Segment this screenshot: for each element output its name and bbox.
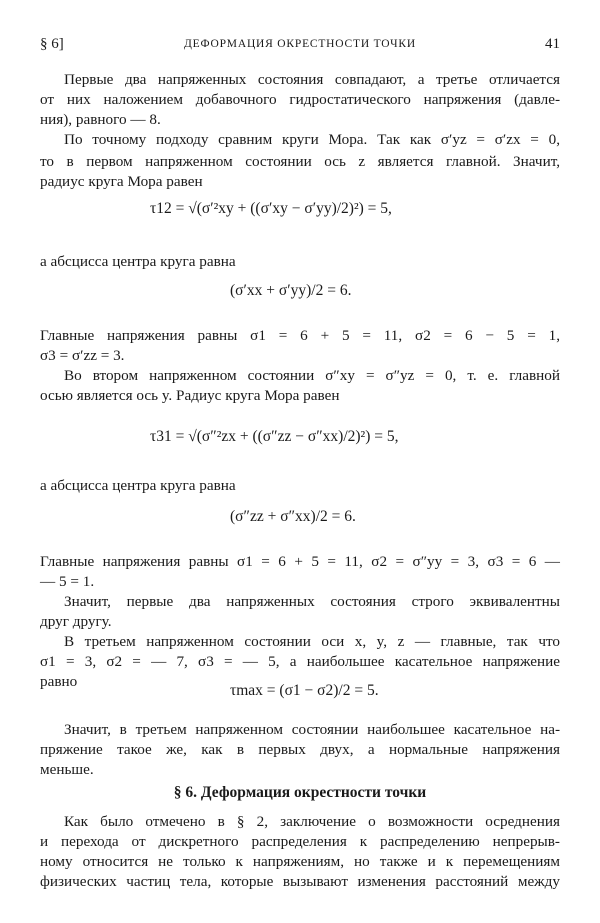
text-line: от них наложением добавочного гидростатического напряжения (давле- xyxy=(40,91,560,108)
text-line: и перехода от дискретного распределения к распределению непрерыв- xyxy=(40,833,560,850)
text-line: По точному подходу сравним круги Мора. Так как σ′yz = σ′zx = 0, xyxy=(64,131,560,148)
text-line: пряжение такое же, как в первых двух, а нормальные напряжения xyxy=(40,741,560,758)
text-line: физических частиц тела, которые вызывают изменения расстояний между xyxy=(40,873,560,890)
formula-tau31: τ31 = √(σ″²zx + ((σ″zz − σ″xx)/2)²) = 5, xyxy=(150,428,399,445)
page-number: 41 xyxy=(545,36,560,52)
formula-tau-max: τmax = (σ1 − σ2)/2 = 5. xyxy=(230,682,379,699)
text-line: Как было отмечено в § 2, заключение о возможности осреднения xyxy=(64,813,560,830)
page-header xyxy=(40,36,560,58)
text-line: σ1 = 3, σ2 = — 7, σ3 = — 5, а наибольшее касательное напряжение xyxy=(40,653,560,670)
text-line: а абсцисса центра круга равна xyxy=(40,477,236,494)
text-line: радиус круга Мора равен xyxy=(40,173,203,190)
text-line: σ3 = σ′zz = 3. xyxy=(40,347,125,364)
text-line: меньше. xyxy=(40,761,94,778)
text-line: — 5 = 1. xyxy=(40,573,95,590)
text-line: то в первом напряженном состоянии ось z является главной. Значит, xyxy=(40,153,560,170)
text-line: ному относится не только к напряжениям, но также и к перемещениям xyxy=(40,853,560,870)
text-line: Значит, первые два напряженных состояния строго эквивалентны xyxy=(64,593,560,610)
formula-center-1: (σ′xx + σ′yy)/2 = 6. xyxy=(230,282,352,299)
text-line: друг другу. xyxy=(40,613,112,630)
text-line: Главные напряжения равны σ1 = 6 + 5 = 11, σ2 = 6 − 5 = 1, xyxy=(40,327,560,344)
text-line: Главные напряжения равны σ1 = 6 + 5 = 11, σ2 = σ″yy = 3, σ3 = 6 — xyxy=(40,553,560,570)
formula-tau12: τ12 = √(σ′²xy + ((σ′xy − σ′yy)/2)²) = 5, xyxy=(150,200,392,217)
text-line: В третьем напряженном состоянии оси x, y, z — главные, так что xyxy=(64,633,560,650)
text-line: Во втором напряженном состоянии σ″xy = σ″yz = 0, т. е. главной xyxy=(64,367,560,384)
header-running-title: ДЕФОРМАЦИЯ ОКРЕСТНОСТИ ТОЧКИ xyxy=(184,38,416,50)
text-line: Первые два напряженных состояния совпадают, а третье отличается xyxy=(64,71,560,88)
text-line: равно xyxy=(40,673,78,690)
formula-center-2: (σ″zz + σ″xx)/2 = 6. xyxy=(230,508,356,525)
header-section-ref: § 6] xyxy=(40,36,64,52)
text-line: Значит, в третьем напряженном состоянии наибольшее касательное на- xyxy=(64,721,560,738)
text-line: осью является ось y. Радиус круга Мора равен xyxy=(40,387,340,404)
section-heading: § 6. Деформация окрестности точки xyxy=(173,784,427,801)
text-line: а абсцисса центра круга равна xyxy=(40,253,236,270)
text-line: ния), равного — 8. xyxy=(40,111,161,128)
